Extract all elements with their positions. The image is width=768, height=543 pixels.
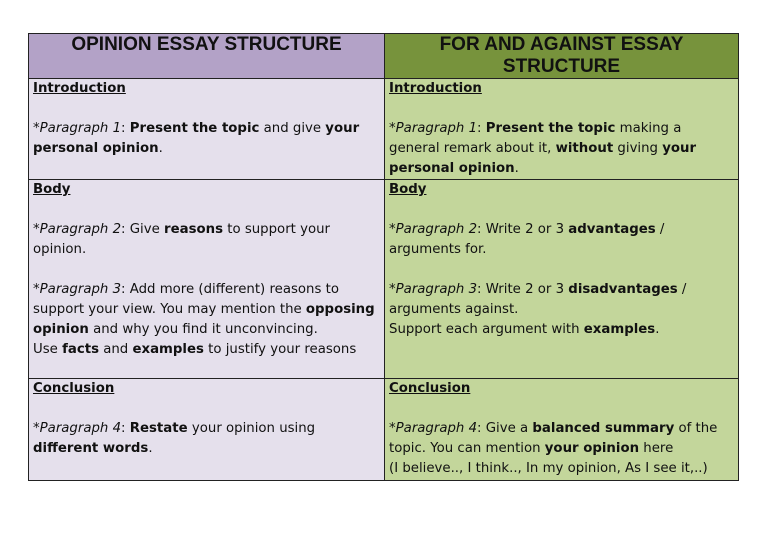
for-against-paragraph-1: [389, 119, 734, 179]
text: (I believe.., I think.., In my opinion, As I see it,..): [389, 461, 708, 476]
paragraph-label: *Paragraph 4: [389, 421, 478, 436]
paragraph-label: *Paragraph 3: [389, 282, 478, 297]
for-against-essay-header: FOR AND AGAINST ESSAY STRUCTURE: [385, 34, 739, 79]
bold-text: your personal opinion: [389, 141, 697, 176]
bold-text: disadvantages: [568, 282, 678, 297]
text: : Give a: [477, 421, 533, 436]
text: : Add more (different) reasons to support your view. You may mention the: [33, 282, 339, 317]
paragraph-label: *Paragraph 2: [33, 222, 122, 237]
opinion-paragraph-1: [33, 119, 380, 159]
for-against-body-cell: [385, 180, 739, 379]
text: and why you find it unconvincing.: [88, 322, 318, 337]
text: / arguments for.: [389, 222, 665, 257]
for-against-conclusion-cell: [385, 379, 739, 481]
text: Use: [33, 342, 63, 357]
bold-text: Present the topic: [485, 121, 616, 136]
body-row: [29, 180, 739, 379]
bold-text: balanced summary: [532, 421, 675, 436]
text: .: [158, 141, 163, 156]
essay-structure-table: [28, 33, 739, 481]
text: : Give: [121, 222, 165, 237]
text: / arguments against.: [389, 282, 687, 317]
text: :: [477, 121, 486, 136]
text: of the topic. You can mention: [389, 421, 718, 456]
introduction-row: [29, 79, 739, 180]
bold-text: examples: [583, 322, 656, 337]
paragraph-label: *Paragraph 3: [33, 282, 122, 297]
bold-text: your personal opinion: [33, 121, 360, 156]
paragraph-label: *Paragraph 1: [389, 121, 478, 136]
section-heading-introduction: Introduction: [33, 81, 126, 96]
paragraph-label: *Paragraph 4: [33, 421, 122, 436]
text: :: [121, 121, 130, 136]
text: Support each argument with: [389, 322, 584, 337]
text: and: [99, 342, 133, 357]
text: to justify your reasons: [203, 342, 357, 357]
text: to support your opinion.: [33, 222, 330, 257]
bold-text: Restate: [129, 421, 188, 436]
bold-text: your opinion: [544, 441, 640, 456]
bold-text: Present the topic: [129, 121, 260, 136]
paragraph-label: *Paragraph 2: [389, 222, 478, 237]
text: here: [639, 441, 674, 456]
section-heading-body: Body: [33, 182, 71, 197]
bold-text: examples: [132, 342, 204, 357]
paragraph-label: *Paragraph 1: [33, 121, 122, 136]
essay-structure-document: [28, 33, 738, 481]
opinion-essay-header: OPINION ESSAY STRUCTURE: [29, 34, 385, 79]
text: : Write 2 or 3: [477, 222, 569, 237]
text: giving: [613, 141, 663, 156]
bold-text: advantages: [568, 222, 656, 237]
opinion-paragraph-3: [33, 280, 380, 360]
bold-text: different words: [33, 441, 149, 456]
text: : Write 2 or 3: [477, 282, 569, 297]
opinion-paragraph-4: [33, 419, 380, 459]
text: making a general remark about it,: [389, 121, 682, 156]
opinion-paragraph-2: [33, 220, 380, 260]
for-against-paragraph-3: [389, 280, 734, 340]
section-heading-conclusion: Conclusion: [33, 381, 115, 396]
text: :: [121, 421, 130, 436]
text: your opinion using: [187, 421, 316, 436]
opinion-introduction-cell: [29, 79, 385, 180]
text: .: [514, 161, 519, 176]
text: .: [148, 441, 153, 456]
header-row: [29, 34, 739, 79]
for-against-introduction-cell: [385, 79, 739, 180]
for-against-paragraph-4: [389, 419, 734, 479]
bold-text: without: [555, 141, 614, 156]
bold-text: facts: [62, 342, 99, 357]
section-heading-conclusion: Conclusion: [389, 381, 471, 396]
opinion-conclusion-cell: [29, 379, 385, 481]
opinion-body-cell: [29, 180, 385, 379]
text: .: [655, 322, 660, 337]
conclusion-row: [29, 379, 739, 481]
bold-text: opposing opinion: [33, 302, 375, 337]
bold-text: reasons: [164, 222, 224, 237]
section-heading-body: Body: [389, 182, 427, 197]
for-against-paragraph-2: [389, 220, 734, 260]
text: and give: [259, 121, 326, 136]
section-heading-introduction: Introduction: [389, 81, 482, 96]
